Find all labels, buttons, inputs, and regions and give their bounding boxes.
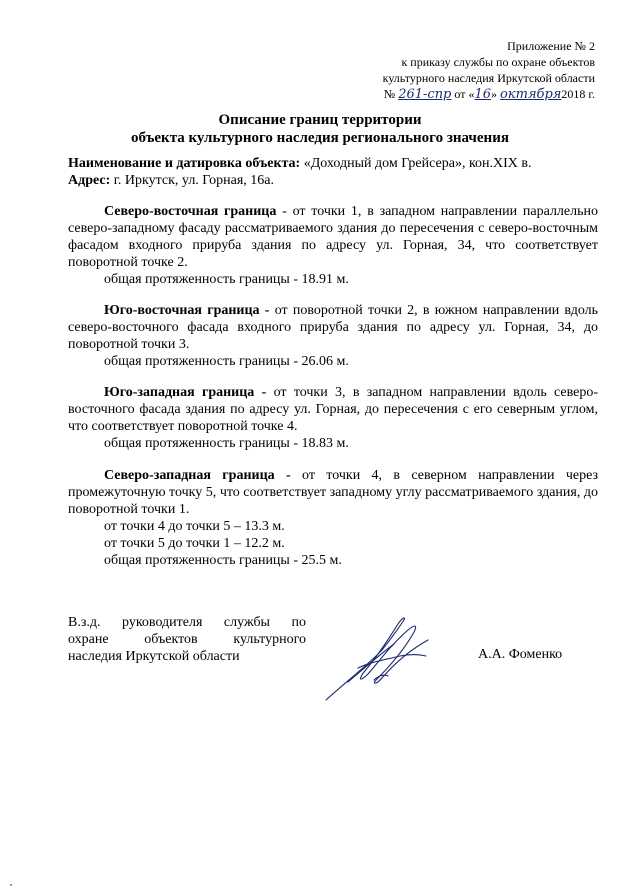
southwest-total: общая протяженность границы - 18.83 м. — [104, 436, 349, 451]
southwest-text: от точки 3, в западном направлении вдоль северо-восточного фасада здания по адресу ул. Горная, до пересечения с его северным углом, что соответствует поворотной точке 4. — [68, 385, 599, 434]
southeast-total: общая протяженность границы - 26.06 м. — [104, 354, 349, 369]
date-from: от « — [454, 87, 475, 101]
object-name-line — [68, 155, 598, 172]
document-title — [0, 111, 640, 147]
object-address-label: Адрес: — [68, 173, 111, 188]
order-year: 2018 г. — [561, 87, 595, 101]
northeast-heading: Северо-восточная граница — [104, 204, 277, 219]
section-northeast — [68, 203, 598, 288]
southwest-heading: Юго-западная граница - — [104, 385, 267, 400]
northeast-text: - от точки 1, в западном направлении параллельно северо-западному фасаду рассматриваемого здания до пересечения с северо-восточным фасадом входного прируба здания по адресу ул. Горная, 34, что соответствует поворотной точке 2. — [68, 204, 598, 270]
object-info — [68, 155, 598, 189]
northeast-paragraph — [68, 203, 598, 271]
handwritten-signature — [318, 610, 448, 705]
object-name-value: «Доходный дом Грейсера», кон.XIX в. — [300, 156, 532, 171]
northwest-total: общая протяженность границы - 25.5 м. — [104, 553, 342, 568]
position-line-1: В.з.д. руководителя службы по — [68, 615, 306, 630]
title-line-1: Описание границ территории — [218, 112, 422, 128]
northwest-segment-2: от точки 5 до точки 1 – 12.2 м. — [104, 536, 285, 551]
appendix-line-2: к приказу службы по охране объектов — [401, 55, 595, 69]
number-prefix: № — [383, 87, 396, 101]
northwest-heading: Северо-западная граница - — [104, 468, 291, 483]
northwest-paragraph — [68, 467, 598, 518]
signer-name: А.А. Фоменко — [478, 647, 563, 662]
order-month-handwritten: октября — [500, 87, 562, 102]
section-southeast — [68, 302, 598, 370]
southeast-heading: Юго-восточная граница - — [104, 303, 270, 318]
appendix-line-1: Приложение № 2 — [507, 39, 595, 53]
title-line-2: объекта культурного наследия регионального значения — [131, 130, 509, 146]
section-southwest — [68, 384, 598, 452]
northeast-total: общая протяженность границы - 18.91 м. — [104, 272, 349, 287]
southeast-paragraph — [68, 302, 598, 353]
appendix-line-3: культурного наследия Иркутской области — [382, 71, 595, 85]
order-day-handwritten: 16 — [474, 87, 492, 102]
object-address-line — [68, 172, 598, 189]
southeast-text: от поворотной точки 2, в южном направлении вдоль северо-восточного фасада входного прируба здания по адресу ул. Горная, 34, до поворотной точки 3. — [68, 303, 599, 352]
signatory-position — [68, 614, 306, 665]
section-northwest — [68, 467, 598, 569]
scan-speck — [10, 884, 12, 886]
position-line-2: охране объектов культурного — [68, 632, 306, 647]
southwest-paragraph — [68, 384, 598, 435]
appendix-header — [383, 38, 595, 103]
northwest-segment-1: от точки 4 до точки 5 – 13.3 м. — [104, 519, 285, 534]
order-number-line — [383, 86, 595, 103]
position-line-3: наследия Иркутской области — [68, 649, 240, 664]
date-mid: » — [491, 87, 498, 101]
object-name-label: Наименование и датировка объекта: — [68, 156, 301, 171]
order-number-handwritten: 261-спр — [398, 87, 452, 102]
object-address-value: г. Иркутск, ул. Горная, 16а. — [110, 173, 275, 188]
northwest-text: от точки 4, в северном направлении через промежуточную точку 5, что соответствует западному углу рассматриваемого здания, до поворотной точки 1. — [68, 468, 598, 517]
